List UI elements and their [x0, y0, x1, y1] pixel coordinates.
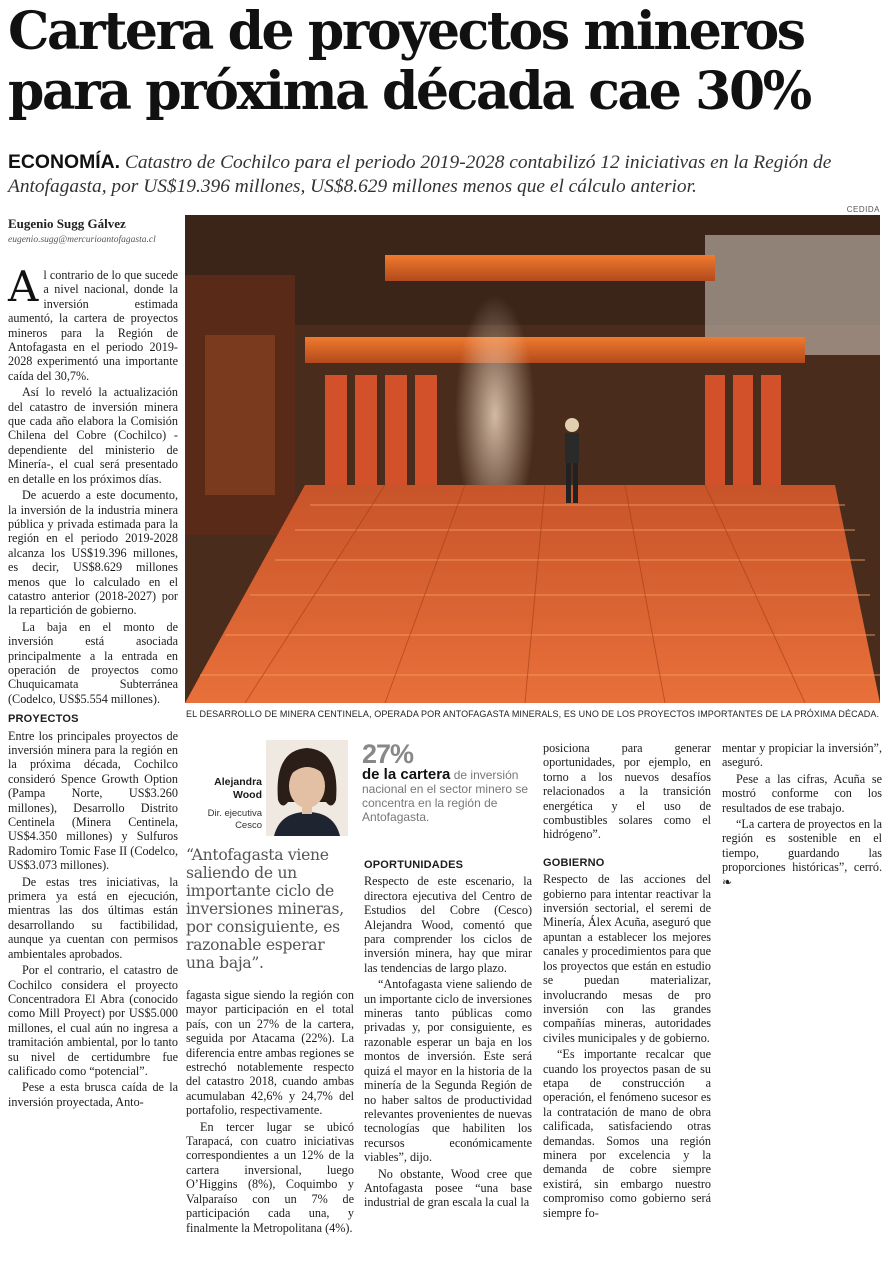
photo-credit: CEDIDA — [846, 205, 880, 214]
paragraph: Respecto de las acciones del gobierno para intentar reactivar la inversión sectorial, el seremi de Minería, Álex Acuña, aseguró que apuntan a establecer los mejores canales y procedimientos para que los proyectos que están en estudio se puedan materializar, involucrando mesas de pro inversión con las grandes compañías mineras, autoridades civiles municipales y de gobierno. — [543, 872, 711, 1045]
paragraph: Pese a esta brusca caída de la inversión proyectada, Anto- — [8, 1080, 178, 1109]
photo-caption: EL DESARROLLO DE MINERA CENTINELA, OPERADA POR ANTOFAGASTA MINERALS, ES UNO DE LOS PROYECTOS IMPORTANTES DE LA PRÓXIMA DÉCADA. — [186, 709, 880, 719]
deck-text: Catastro de Cochilco para el periodo 2019-2028 contabilizó 12 iniciativas en la Región de Antofagasta, por US$19.396 millones, US$8.629 millones menos que el cálculo anterior. — [8, 152, 832, 197]
paragraph: fagasta sigue siendo la región con mayor participación en el total país, con un 27% de la cartera, seguida por Atacama (22%). La diferencia entre ambas regiones se estrechó notablemente respecto del catastro 2018, cuando ambas acumulaban 42,6% y 24,7% del portafolio, respectivamente. — [186, 988, 354, 1118]
column-5 — [722, 741, 882, 891]
paragraph: “Es importante recalcar que cuando los proyectos pasan de su etapa de construcción a operación, el fenómeno sucesor es la contratación de mano de obra calificada, satisfaciendo otras demandas. Somos una región minera por excelencia y la demanda de cobre siempre existirá, sin embargo nuestro compromiso como gobierno será siempre fo- — [543, 1047, 711, 1220]
drop-cap: A — [8, 262, 39, 311]
paragraph: Respecto de este escenario, la directora ejecutiva del Centro de Estudios del Cobre (Cesco) Alejandra Wood, comentó que para comprender los ciclos de inversión minera, hay que mirar las tendencias de largo plazo. — [364, 874, 532, 975]
column-3 — [364, 852, 532, 1212]
byline — [8, 216, 178, 245]
paragraph: “La cartera de proyectos en la región es sostenible en el tiempo, guardando las proporciones históricas”, cerró. ❧ — [722, 817, 882, 889]
paragraph: La baja en el monto de inversión está asociada principalmente a la entrada en operación de proyectos como Chuquicamata Subterránea (Codelco, US$5.554 millones). — [8, 619, 178, 706]
portrait-photo — [266, 740, 348, 836]
paragraph: Por el contrario, el catastro de Cochilco considera el proyecto Concentradora El Abra (conocido como Mill Proyect) por US$5.000 millones, el cual aún no ingresa a tramitación ambiental, por lo tanto su nivel de certidumbre fue calificado como “potencial”. — [8, 963, 178, 1078]
column-2 — [186, 988, 354, 1237]
subheading-gobierno: GOBIERNO — [543, 856, 605, 869]
stat-callout — [362, 740, 532, 824]
stat-number: 27% — [362, 739, 414, 769]
column-1 — [8, 262, 178, 1111]
paragraph: No obstante, Wood cree que Antofagasta posee “una base industrial de gran escala la cual la — [364, 1166, 532, 1210]
section-kicker: ECONOMÍA. — [8, 151, 121, 173]
subheading-oportunidades: OPORTUNIDADES — [364, 859, 464, 871]
paragraph: mentar y propiciar la inversión”, aseguró. — [722, 741, 882, 770]
paragraph: posiciona para generar oportunidades, por ejemplo, en torno a los nuevos desafíos relacionados a la transición energética y el uso de combustibles solares como el hidrógeno”. — [543, 741, 711, 842]
paragraph: Así lo reveló la actualización del catastro de inversión minera que cada año elabora la Comisión Chilena del Cobre (Cochilco) -dependiente del ministerio de Minería-, el cual será presentado en detalle en los próximos días. — [8, 385, 178, 486]
paragraph: Entre los principales proyectos de inversión minera para la región en la próxima década, Cochilco consideró Spence Growth Option (Pampa Norte, US$3.260 millones), Desarrollo Distrito Centinela (Minera Centinela, US$4.350 millones) y Sulfuros Radomiro Tomic Fase II (Codelco, US$3.073 millones). — [8, 728, 178, 873]
portrait-illustration — [266, 740, 348, 836]
paragraph: De estas tres iniciativas, la primera ya está en ejecución, mientras las dos últimas están desarrollando su factibilidad, aunque ya cuentan con permisos ambientales aprobados. — [8, 874, 178, 961]
paragraph: En tercer lugar se ubicó Tarapacá, con cuatro iniciativas correspondientes a un 12% de la cartera inversional, luego O’Higgins (8%), Coquimbo y Valparaíso con un 7% de participación cada una, y finalmente la Metropolitana (4%). — [186, 1119, 354, 1235]
pull-quote: “Antofagasta viene saliendo de un importante ciclo de inversiones mineras, por consiguiente, es razonable esperar una baja”. — [186, 846, 344, 972]
author-name: Eugenio Sugg Gálvez — [8, 216, 126, 231]
portrait-role: Dir. ejecutiva Cesco — [207, 808, 262, 831]
paragraph: Pese a las cifras, Acuña se mostró conforme con los resultados de ese trabajo. — [722, 771, 882, 815]
portrait-name: Alejandra Wood — [214, 776, 262, 801]
subheading-proyectos: PROYECTOS — [8, 713, 79, 726]
refinery-illustration — [185, 215, 880, 703]
stat-text: de la cartera de inversión nacional en el sector minero se concentra en la región de Antofagasta. — [362, 766, 529, 824]
column-4 — [543, 741, 711, 1222]
deck — [8, 150, 878, 199]
headline: Cartera de proyectos mineros para próxima década cae 30% — [8, 1, 810, 122]
refinery-photo — [185, 215, 880, 703]
paragraph: Al contrario de lo que sucede a nivel nacional, donde la inversión estimada aumentó, la cartera de proyectos mineros para la Región de Antofagasta en el periodo 2019-2028 experimentó una importante caída del 30,7%. — [8, 262, 178, 383]
author-email: eugenio.sugg@mercurioantofagasta.cl — [8, 235, 156, 245]
end-mark-icon: ❧ — [722, 874, 733, 889]
paragraph: “Antofagasta viene saliendo de un importante ciclo de inversiones mineras tanto públicas como privadas y, por consiguiente, es razonable esperar un baja en los montos de inversión. Este será quizá el mayor en la historia de la minería de la Segunda Región de no haber saltos de productividad relevantes provenientes de nuevas tecnologías que habiliten los recursos económicamente viables”, dijo. — [364, 977, 532, 1165]
paragraph: De acuerdo a este documento, la inversión de la industria minera pública y privada estimada para la región en el periodo 2019-2028 alcanza los US$19.396 millones, es decir, US$8.629 millones menos que lo calculado en el catastro anterior (2018-2027) por la repartición de gobierno. — [8, 488, 178, 618]
